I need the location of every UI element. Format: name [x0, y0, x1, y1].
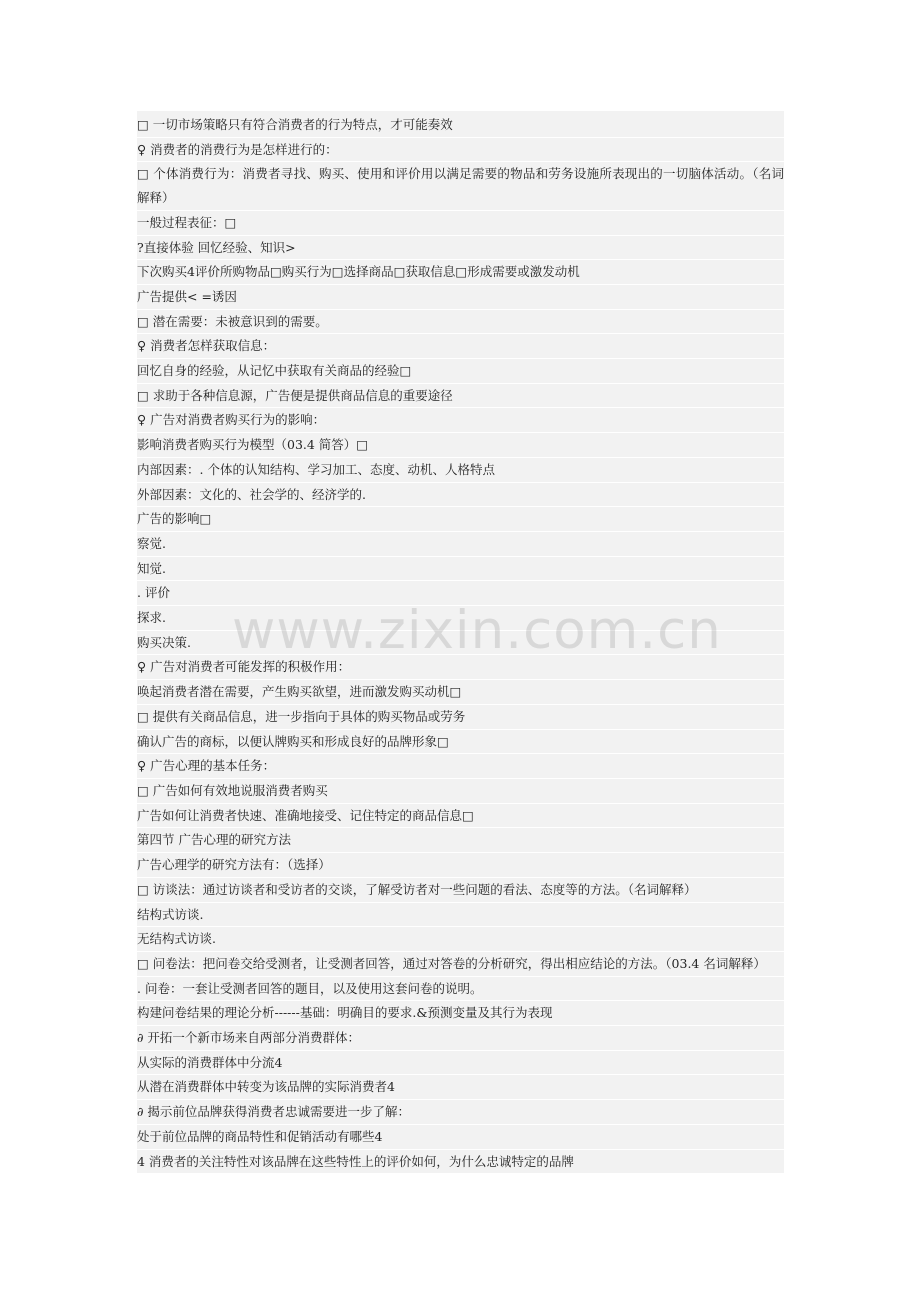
text-line: 从实际的消费群体中分流4	[137, 1051, 784, 1076]
text-line: 广告如何让消费者快速、准确地接受、记住特定的商品信息□	[137, 804, 784, 829]
text-line: □ 潜在需要：未被意识到的需要。	[137, 310, 784, 335]
text-line: 4 消费者的关注特性对该品牌在这些特性上的评价如何，为什么忠诚特定的品牌	[137, 1150, 784, 1175]
section-heading: 第四节 广告心理的研究方法	[137, 828, 784, 853]
text-line: 无结构式访谈.	[137, 927, 784, 952]
text-line: ∂ 揭示前位品牌获得消费者忠诚需要进一步了解：	[137, 1100, 784, 1125]
document-body	[137, 111, 784, 1174]
text-line: 察觉.	[137, 532, 784, 557]
text-line: □ 求助于各种信息源，广告便是提供商品信息的重要途径	[137, 384, 784, 409]
text-line: 结构式访谈.	[137, 903, 784, 928]
text-line: 一般过程表征：□	[137, 211, 784, 236]
text-line: 知觉.	[137, 557, 784, 582]
text-line: □ 一切市场策略只有符合消费者的行为特点，才可能奏效	[137, 113, 784, 138]
text-line: 广告的影响□	[137, 507, 784, 532]
text-line: 构建问卷结果的理论分析------基础：明确目的要求.&预测变量及其行为表现	[137, 1001, 784, 1026]
text-line: 从潜在消费群体中转变为该品牌的实际消费者4	[137, 1075, 784, 1100]
text-line: 内部因素：. 个体的认知结构、学习加工、态度、动机、人格特点	[137, 458, 784, 483]
text-line: ?直接体验 回忆经验、知识>	[137, 236, 784, 261]
text-line: ♀ 消费者怎样获取信息：	[137, 334, 784, 359]
text-line: 确认广告的商标，以便认牌购买和形成良好的品牌形象□	[137, 730, 784, 755]
text-line: □ 广告如何有效地说服消费者购买	[137, 779, 784, 804]
text-line: □ 问卷法：把问卷交给受测者，让受测者回答，通过对答卷的分析研究，得出相应结论的方法。（03.4 名词解释）	[137, 952, 784, 977]
text-line: 购买决策.	[137, 631, 784, 656]
text-line: □ 访谈法：通过访谈者和受访者的交谈，了解受访者对一些问题的看法、态度等的方法。（名词解释）	[137, 878, 784, 903]
text-line: ∂ 开拓一个新市场来自两部分消费群体：	[137, 1026, 784, 1051]
watermark: www.zixin.com.cn	[232, 600, 722, 661]
text-line: 影响消费者购买行为模型（03.4 简答）□	[137, 433, 784, 458]
text-line: 广告心理学的研究方法有：（选择）	[137, 853, 784, 878]
text-line: 处于前位品牌的商品特性和促销活动有哪些4	[137, 1125, 784, 1150]
text-line: 回忆自身的经验，从记忆中获取有关商品的经验□	[137, 359, 784, 384]
text-line: ♀ 消费者的消费行为是怎样进行的：	[137, 138, 784, 163]
text-line: 广告提供< =诱因	[137, 285, 784, 310]
text-line: . 问卷：一套让受测者回答的题目，以及使用这套问卷的说明。	[137, 977, 784, 1002]
text-line: □ 个体消费行为：消费者寻找、购买、使用和评价用以满足需要的物品和劳务设施所表现出的一切脑体活动。（名词解释）	[137, 162, 784, 210]
text-line: 外部因素：文化的、社会学的、经济学的.	[137, 483, 784, 508]
text-line: 唤起消费者潜在需要，产生购买欲望，进而激发购买动机□	[137, 680, 784, 705]
text-line: ♀ 广告对消费者购买行为的影响：	[137, 408, 784, 433]
text-line: ♀ 广告对消费者可能发挥的积极作用：	[137, 655, 784, 680]
text-line: 下次购买4评价所购物品□购买行为□选择商品□获取信息□形成需要或激发动机	[137, 260, 784, 285]
text-line: ♀ 广告心理的基本任务：	[137, 754, 784, 779]
text-line: . 评价	[137, 581, 784, 606]
text-line: □ 提供有关商品信息，进一步指向于具体的购买物品或劳务	[137, 705, 784, 730]
text-line: 探求.	[137, 606, 784, 631]
